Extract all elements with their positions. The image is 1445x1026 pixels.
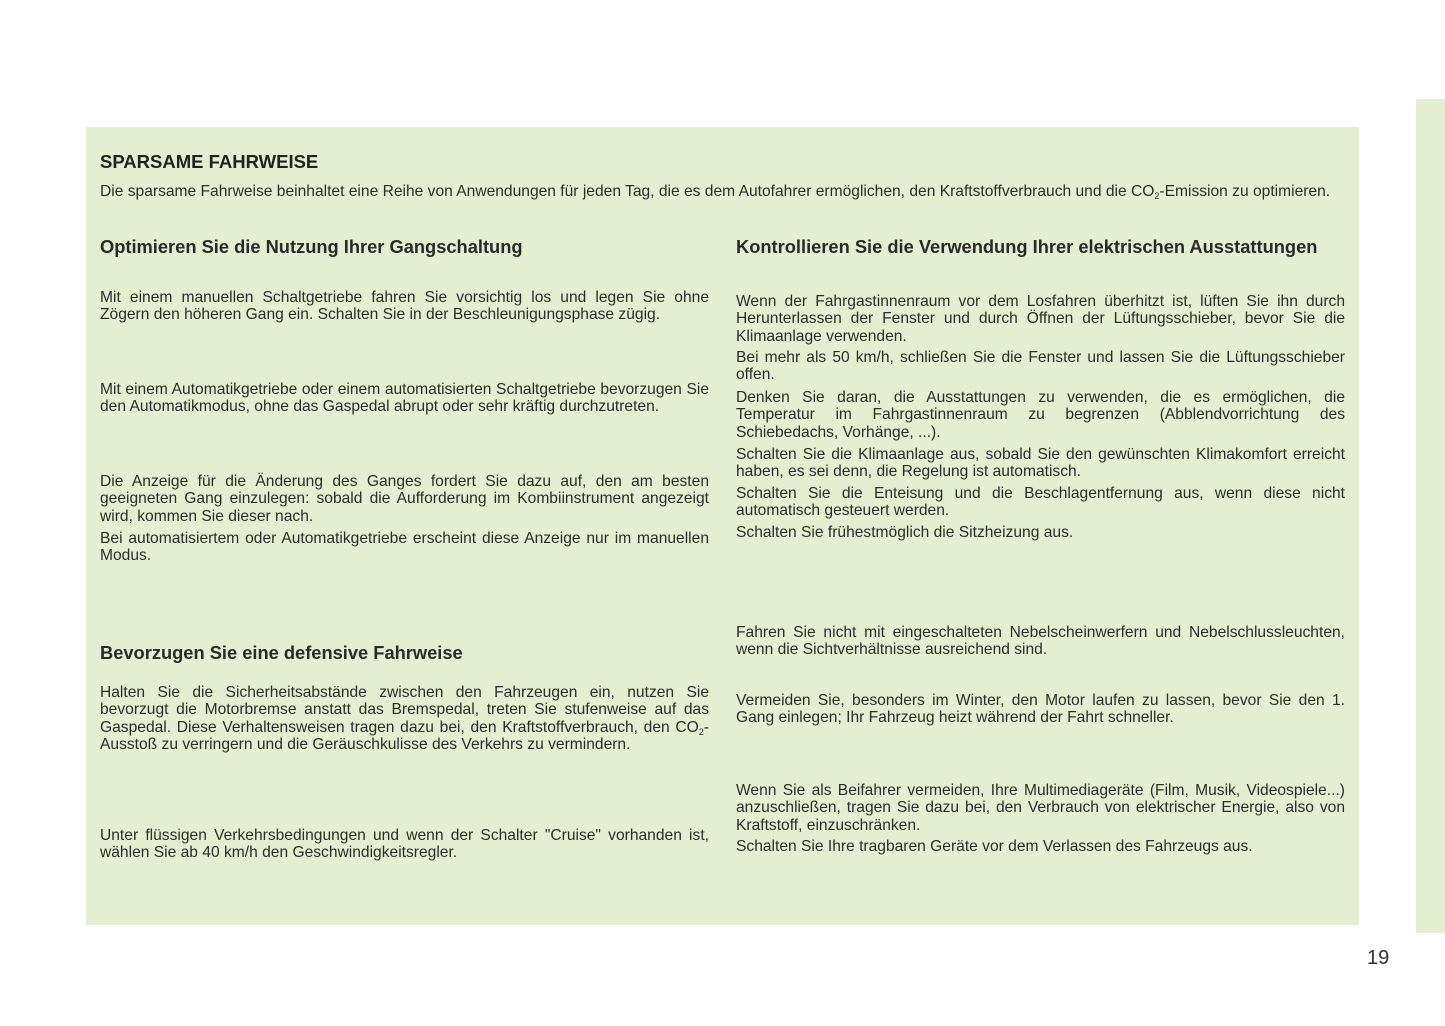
paragraph-automatic-gearbox: Mit einem Automatikgetriebe oder einem automatisierten Schaltgetriebe bevorzugen Sie den Automatikmodus, ohne das Gaspedal abrupt oder sehr kräftig durchzutreten.	[100, 381, 709, 416]
paragraph-fog-lights: Fahren Sie nicht mit eingeschalteten Nebelscheinwerfern und Nebelschlussleuchten, wenn die Sichtverhältnisse ausreichend sind.	[736, 624, 1345, 659]
paragraph-temperature-equipment: Denken Sie daran, die Ausstattungen zu verwenden, die es ermöglichen, die Temperatur im Fahrgastinnenraum zu begrenzen (Abblendvorrichtung des Schiebedachs, Vorhänge, ...).	[736, 389, 1345, 441]
subscript-2: 2	[698, 726, 704, 737]
paragraph-engine-idling: Vermeiden Sie, besonders im Winter, den Motor laufen zu lassen, bevor Sie den 1. Gang einlegen; Ihr Fahrzeug heizt während der Fahrt schneller.	[736, 692, 1345, 727]
paragraph-seat-heating: Schalten Sie frühestmöglich die Sitzheizung aus.	[736, 524, 1074, 541]
heading-electrical-equipment: Kontrollieren Sie die Verwendung Ihrer elektrischen Ausstattungen	[736, 236, 1318, 257]
paragraph-manual-gearbox: Mit einem manuellen Schaltgetriebe fahren Sie vorsichtig los und legen Sie ohne Zögern den höheren Gang ein. Schalten Sie in der Beschleunigungsphase zügig.	[100, 289, 709, 324]
paragraph-indicator-manual-mode: Bei automatisiertem oder Automatikgetriebe erscheint diese Anzeige nur im manuellen Modus.	[100, 530, 709, 565]
side-tab-marker	[1416, 99, 1445, 933]
intro-paragraph: Die sparsame Fahrweise beinhaltet eine Reihe von Anwendungen für jeden Tag, die es dem Autofahrer ermöglichen, den Kraftstoffverbrauch und die $CO_2$-Emission zu optimieren.	[100, 183, 1331, 201]
subscript-2: 2	[1154, 191, 1160, 201]
paragraph-gear-indicator: Die Anzeige für die Änderung des Ganges fordert Sie dazu auf, den am besten geeigneten Gang einzulegen: sobald die Aufforderung im Kombiinstrument angezeigt wird, kommen Sie dieser nach.	[100, 473, 709, 525]
paragraph-safety-distance: Halten Sie die Sicherheitsabstände zwischen den Fahrzeugen ein, nutzen Sie bevorzugt die Motorbremse anstatt das Bremspedal, treten Sie stufenweise auf das Gaspedal. Diese Verhaltensweisen tragen dazu bei, den Kraftstoffverbrauch, den $CO_2$-Ausstoß zu verringern und die Geräuschkulisse des Verkehrs zu vermindern.	[100, 684, 709, 754]
page-title: SPARSAME FAHRWEISE	[100, 151, 319, 172]
paragraph-multimedia-devices: Wenn Sie als Beifahrer vermeiden, Ihre Multimediageräte (Film, Musik, Videospiele...) anzuschließen, tragen Sie dazu bei, den Verbrauch von elektrischer Energie, also von Kraftstoff, einzuschränken.	[736, 782, 1345, 834]
page-number: 19	[1367, 947, 1390, 969]
paragraph-portable-devices: Schalten Sie Ihre tragbaren Geräte vor dem Verlassen des Fahrzeugs aus.	[736, 838, 1253, 855]
paragraph-ventilation: Wenn der Fahrgastinnenraum vor dem Losfahren überhitzt ist, lüften Sie ihn durch Herunterlassen der Fenster und durch Öffnen der Lüftungsschieber, bevor Sie die Klimaanlage verwenden.	[736, 293, 1345, 345]
paragraph-windows-speed: Bei mehr als 50 km/h, schließen Sie die Fenster und lassen Sie die Lüftungsschieber offen.	[736, 349, 1345, 384]
paragraph-cruise-control: Unter flüssigen Verkehrsbedingungen und wenn der Schalter "Cruise" vorhanden ist, wählen Sie ab 40 km/h den Geschwindigkeitsregler.	[100, 827, 709, 862]
heading-gear-shifting: Optimieren Sie die Nutzung Ihrer Gangschaltung	[100, 236, 523, 257]
paragraph-air-conditioning: Schalten Sie die Klimaanlage aus, sobald Sie den gewünschten Klimakomfort erreicht haben, es sei denn, die Regelung ist automatisch.	[736, 446, 1345, 481]
paragraph-defrosting: Schalten Sie die Enteisung und die Beschlagentfernung aus, wenn diese nicht automatisch gesteuert werden.	[736, 485, 1345, 520]
heading-defensive-driving: Bevorzugen Sie eine defensive Fahrweise	[100, 642, 463, 663]
